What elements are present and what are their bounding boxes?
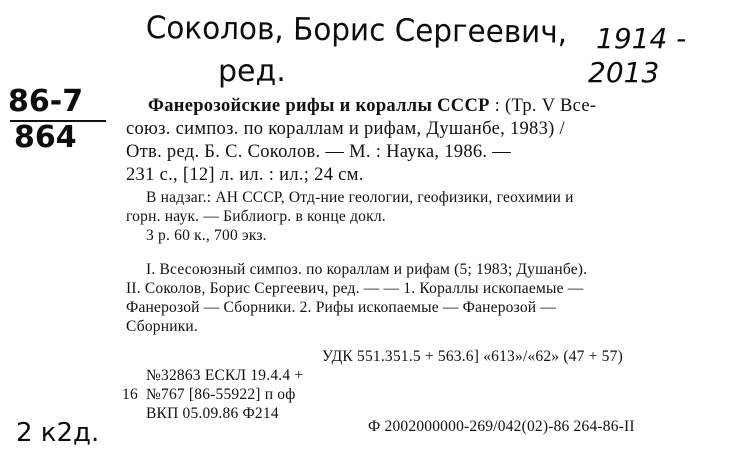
subject-line-1: I. Всесоюзный симпоз. по кораллам и рифам (5; 1983; Душанбе).	[146, 261, 588, 278]
title-bold: Фанерозойские рифы и кораллы СССР	[148, 96, 490, 116]
registration-number: 16	[122, 386, 138, 403]
registration-line-1: №32863 ЕСКЛ 19.4.4 +	[146, 367, 304, 384]
publisher-code: Ф 2002000000-269/042(02)-86 264-86-II	[368, 418, 635, 435]
handwritten-editor-note: ред.	[218, 54, 286, 89]
title-line	[148, 96, 596, 117]
subject-line-4: Сборники.	[126, 318, 199, 335]
registration-line-2: №767 [86-55922] п оф	[146, 386, 296, 403]
handwritten-shelf-bottom: 864	[14, 120, 77, 155]
note-line-2: горн. наук. — Библиогр. в конце докл.	[126, 208, 386, 225]
subject-line-2: II. Соколов, Борис Сергеевич, ред. — — 1. Кораллы ископаемые —	[126, 280, 584, 297]
udk-line: УДК 551.351.5 + 563.6] «613»/«62» (47 + 57)	[322, 348, 623, 365]
handwritten-shelf-top: 86-7	[8, 84, 84, 119]
handwritten-years-end: 2013	[588, 56, 660, 89]
registration-line-3: ВКП 05.09.86 Ф214	[146, 405, 279, 422]
description-line-3: Отв. ред. Б. С. Соколов. — М. : Наука, 1986. —	[126, 142, 512, 162]
subject-line-3: Фанерозой — Сборники. 2. Рифы ископаемые — Фанерозой —	[126, 299, 557, 316]
handwritten-copies: 2 к2д.	[16, 418, 100, 448]
description-line-4: 231 с., [12] л. ил. : ил.; 24 см.	[126, 165, 364, 185]
description-line-2: союз. симпоз. по кораллам и рифам, Душанбе, 1983) /	[126, 119, 565, 139]
note-line-1: В надзаг.: АН СССР, Отд-ние геологии, геофизики, геохимии и	[146, 189, 574, 206]
handwritten-author: Соколов, Борис Сергеевич,	[145, 10, 568, 51]
handwritten-years-start: 1914 -	[596, 22, 687, 55]
price-line: 3 р. 60 к., 700 экз.	[146, 227, 267, 244]
title-rest: : (Тр. V Все-	[489, 96, 597, 116]
